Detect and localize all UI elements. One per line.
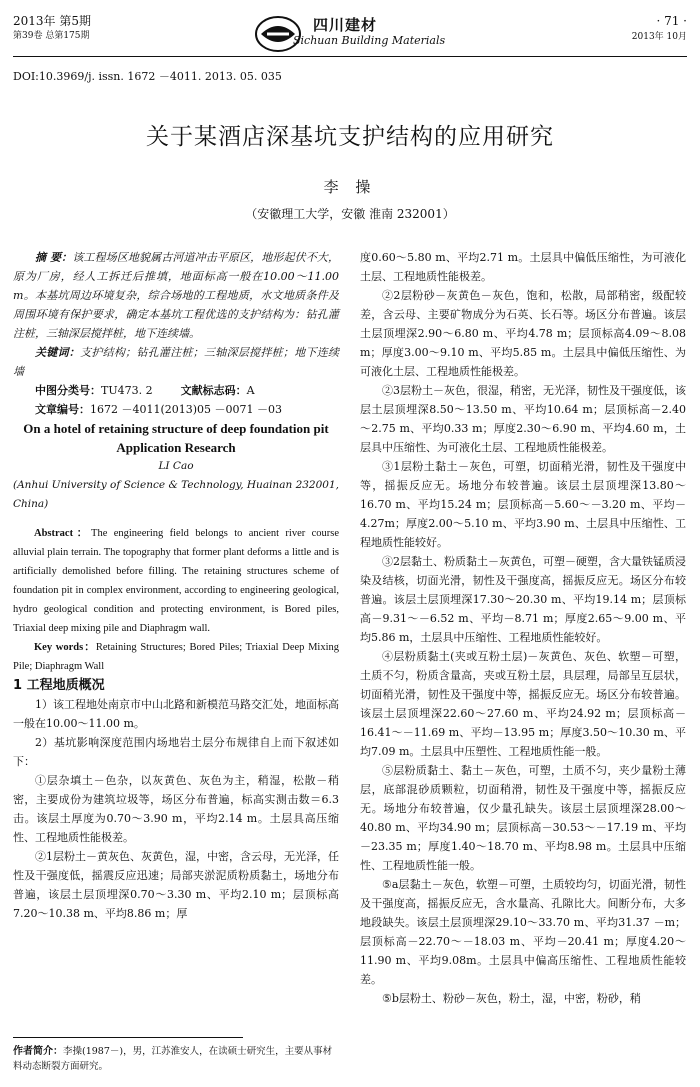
abstract-cn-label: 摘 要： — [35, 251, 73, 264]
right-column — [360, 248, 686, 1008]
paragraph: ③2层黏土、粉质黏土－灰黄色，可塑－硬塑，含大量铁锰质浸染及结核，切面光滑，韧性及干强度高，摇振反应无。场区分布较普遍。该层土层顶埋深17.30～20.30 m、平均19.14 m；层顶标高－9.31～－6.52 m、平均－8.71 m；厚度2.65～9.00 m、平均5.86 m，土层具中压缩性、工程地质性能较好。 — [360, 555, 686, 644]
article-number-value: 1672 －4011(2013)05 －0071 －03 — [90, 403, 283, 416]
abstract-cn-text: 该工程场区地貌属古河道冲击平原区，地形起伏不大，原为厂房，经人工拆迁后推填，地面标高一般在10.00～11.00 m。本基坑周边环境复杂，综合场地的工程地质，水文地质条件及周围环境有保护要求，确定本基坑工程优选的支护结构为：钻孔灌注桩，三轴深层搅拌桩，地下连续墙。 — [13, 251, 339, 340]
footnote-text: 李操(1987－)，男，江苏淮安人，在读硕士研究生，主要从事材料动态断裂方面研究。 — [13, 1046, 333, 1072]
issue-label: 2013年 第5期 — [13, 14, 91, 28]
issue-date: 2013年 10月 — [631, 32, 687, 42]
article-title: 关于某酒店深基坑支护结构的应用研究 — [146, 124, 554, 150]
doc-code-value: A — [246, 384, 255, 397]
left-column — [13, 248, 339, 923]
paragraph: ②3层粉土－灰色，很湿，稍密，无光泽，韧性及干强度低，该层土层顶埋深8.50～13.50 m、平均10.64 m；层顶标高－2.40～2.75 m、平均0.33 m；厚度2.30～6.90 m、平均4.60 m，土层具中压缩性、为可液化土层、工程地质性能极差。 — [360, 384, 686, 454]
volume-label: 第39卷 总第175期 — [13, 31, 90, 41]
english-title: On a hotel of retaining structure of deep foundation pit Application Research — [23, 421, 329, 455]
footnote-label: 作者简介： — [13, 1046, 63, 1057]
page-number: · 71 · — [656, 14, 687, 28]
header-right — [632, 14, 687, 44]
author-affiliation: （安徽理工大学，安徽 淮南 232001） — [245, 207, 455, 221]
article-number-label: 文章编号： — [35, 403, 90, 416]
english-keywords-text: Retaining Structures; Bored Piles; Triaxial Deep Mixing Pile; Diaphragm Wall — [13, 642, 339, 672]
keywords-cn — [13, 343, 339, 381]
doi: DOI:10.3969/j. issn. 1672 －4011. 2013. 05. 035 — [13, 70, 282, 83]
english-keywords-label: Key words： — [34, 642, 96, 653]
section-heading: 1 工程地质概况 — [13, 678, 105, 693]
journal-masthead — [253, 14, 473, 56]
paragraph: ②1层粉土－黄灰色、灰黄色，湿，中密，含云母，无光泽，任性及干强度低，摇震反应迅速；局部夹淤泥质粉质黏土，场地分布普遍，该层土层顶埋深0.70～3.30 m、平均2.10 m；层顶标高7.20～10.38 m、平均8.86 m；厚 — [13, 850, 339, 920]
paragraph: ③1层粉土黏土－灰色，可塑，切面稍光滑，韧性及干强度中等，摇振反应无。场地分布较普遍。该层土层顶埋深13.80～16.70 m、平均15.24 m；层顶标高－5.60～－3.20 m、平均－4.27m；厚度2.00～5.10 m、平均3.90 m、土层具中压缩性、工程地质性能较好。 — [360, 460, 686, 549]
keywords-cn-text: 支护结构；钻孔灌注桩；三轴深层搅拌桩；地下连续墙 — [13, 346, 339, 378]
abstract-cn — [13, 248, 339, 343]
english-abstract — [13, 524, 339, 638]
english-abstract-label: Abstract： — [34, 528, 92, 539]
paragraph: ④层粉质黏土(夹或互粉土层)－灰黄色、灰色、软塑－可塑，土质不匀，粉质含量高，夹或互粉土层，具层理，局部呈互层状，切面稍光滑，韧性及干强度中等，摇振反应无。场区分布较普遍。该层土层顶埋深22.60～27.60 m、平均24.92 m；层顶标高－16.41～－11.69 m、平均－13.95 m；厚度3.50～10.30 m、平均7.09 m。土层具中压塑性、工程地质性能一般。 — [360, 650, 686, 758]
paragraph: 度0.60～5.80 m、平均2.71 m。土层具中偏低压缩性，为可液化土层、工程地质性能极差。 — [360, 251, 686, 283]
paragraph: ⑤层粉质黏土、黏土－灰色，可塑，土质不匀，夹少量粉土薄层，底部混砂质颗粒，切面稍滑，韧性及干强度中等，摇振反应无。场地分布较普遍，仅少量孔缺失。该层土层顶埋深28.00～40.80 m、平均34.90 m；层顶标高－30.53～－17.19 m、平均－23.35 m；厚度1.40～18.70 m、平均8.98 m。土层具中压缩性、工程地质性能一般。 — [360, 764, 686, 872]
clc-label: 中图分类号： — [35, 384, 101, 397]
journal-name-en: Sichuan Building Materials — [293, 34, 446, 47]
classification-line — [13, 381, 339, 400]
page-header — [13, 14, 687, 56]
header-left — [13, 14, 91, 42]
author-name: 李 操 — [323, 178, 377, 196]
english-keywords — [13, 638, 339, 676]
clc-value: TU473. 2 — [101, 384, 153, 397]
journal-name-cn: 四川建材 — [313, 16, 378, 34]
footnote-rule — [13, 1037, 243, 1038]
author-footnote — [13, 1044, 339, 1074]
paragraph: 1）该工程地处南京市中山北路和新模范马路交汇处，地面标高一般在10.00～11.00 m。 — [13, 698, 339, 730]
english-affiliation: (Anhui University of Science & Technology, Huainan 232001, China) — [13, 479, 339, 510]
english-abstract-text: The engineering field belongs to ancient river course alluvial plain terrain. The topography that former plant deforms a little and is artificially demolished before filling. The retaining structures scheme of foundation pit in complex environment, according to engineering geological, hydro geological condition and protecting environment, is Bored piles, Triaxial deep mixing pile and Diaphragm wall. — [13, 528, 339, 634]
doc-code-label: 文献标志码： — [180, 384, 247, 397]
paragraph: 2）基坑影响深度范围内场地岩土层分布规律自上而下叙述如下： — [13, 736, 339, 768]
paragraph: ⑤a层黏土－灰色，软塑－可塑，土质较均匀，切面光滑，韧性及干强度高，摇振反应无，含水量高、孔隙比大。间断分布，大多地段缺失。该层土层顶埋深29.10～33.70 m、平均31.37 －m；层顶标高－22.70～－18.03 m、平均－20.41 m；厚度4.20～11.90 m、平均9.08m。土层具中偏高压缩性、工程地质性能较差。 — [360, 878, 686, 986]
keywords-cn-label: 关键词： — [35, 346, 81, 359]
english-author: LI Cao — [158, 460, 194, 472]
paragraph: ⑤b层粉土、粉砂－灰色，粉土，湿，中密，粉砂，稍 — [382, 992, 641, 1005]
paragraph: ①层杂填土－色杂，以灰黄色、灰色为主，稍湿，松散－稍密，主要成份为建筑垃圾等，场区分布普遍，标高实测击数＝6.3击。该层土厚度为0.70～3.90 m，平均2.14 m。土层具高压缩性、工程地质性能极差。 — [13, 774, 339, 844]
paragraph: ②2层粉砂－灰黄色－灰色，饱和，松散，局部稍密，级配较差，含云母、主要矿物成分为石英、长石等。场区分布普遍。该层土层顶埋深2.90～6.80 m、平均4.78 m；层顶标高4.09～8.08 m；厚度3.00～9.10 m、平均5.85 m。土层具中偏低压缩性、为可液化土层、工程地质性能极差。 — [360, 289, 686, 378]
article-number-line — [13, 400, 339, 419]
header-rule — [13, 56, 687, 57]
